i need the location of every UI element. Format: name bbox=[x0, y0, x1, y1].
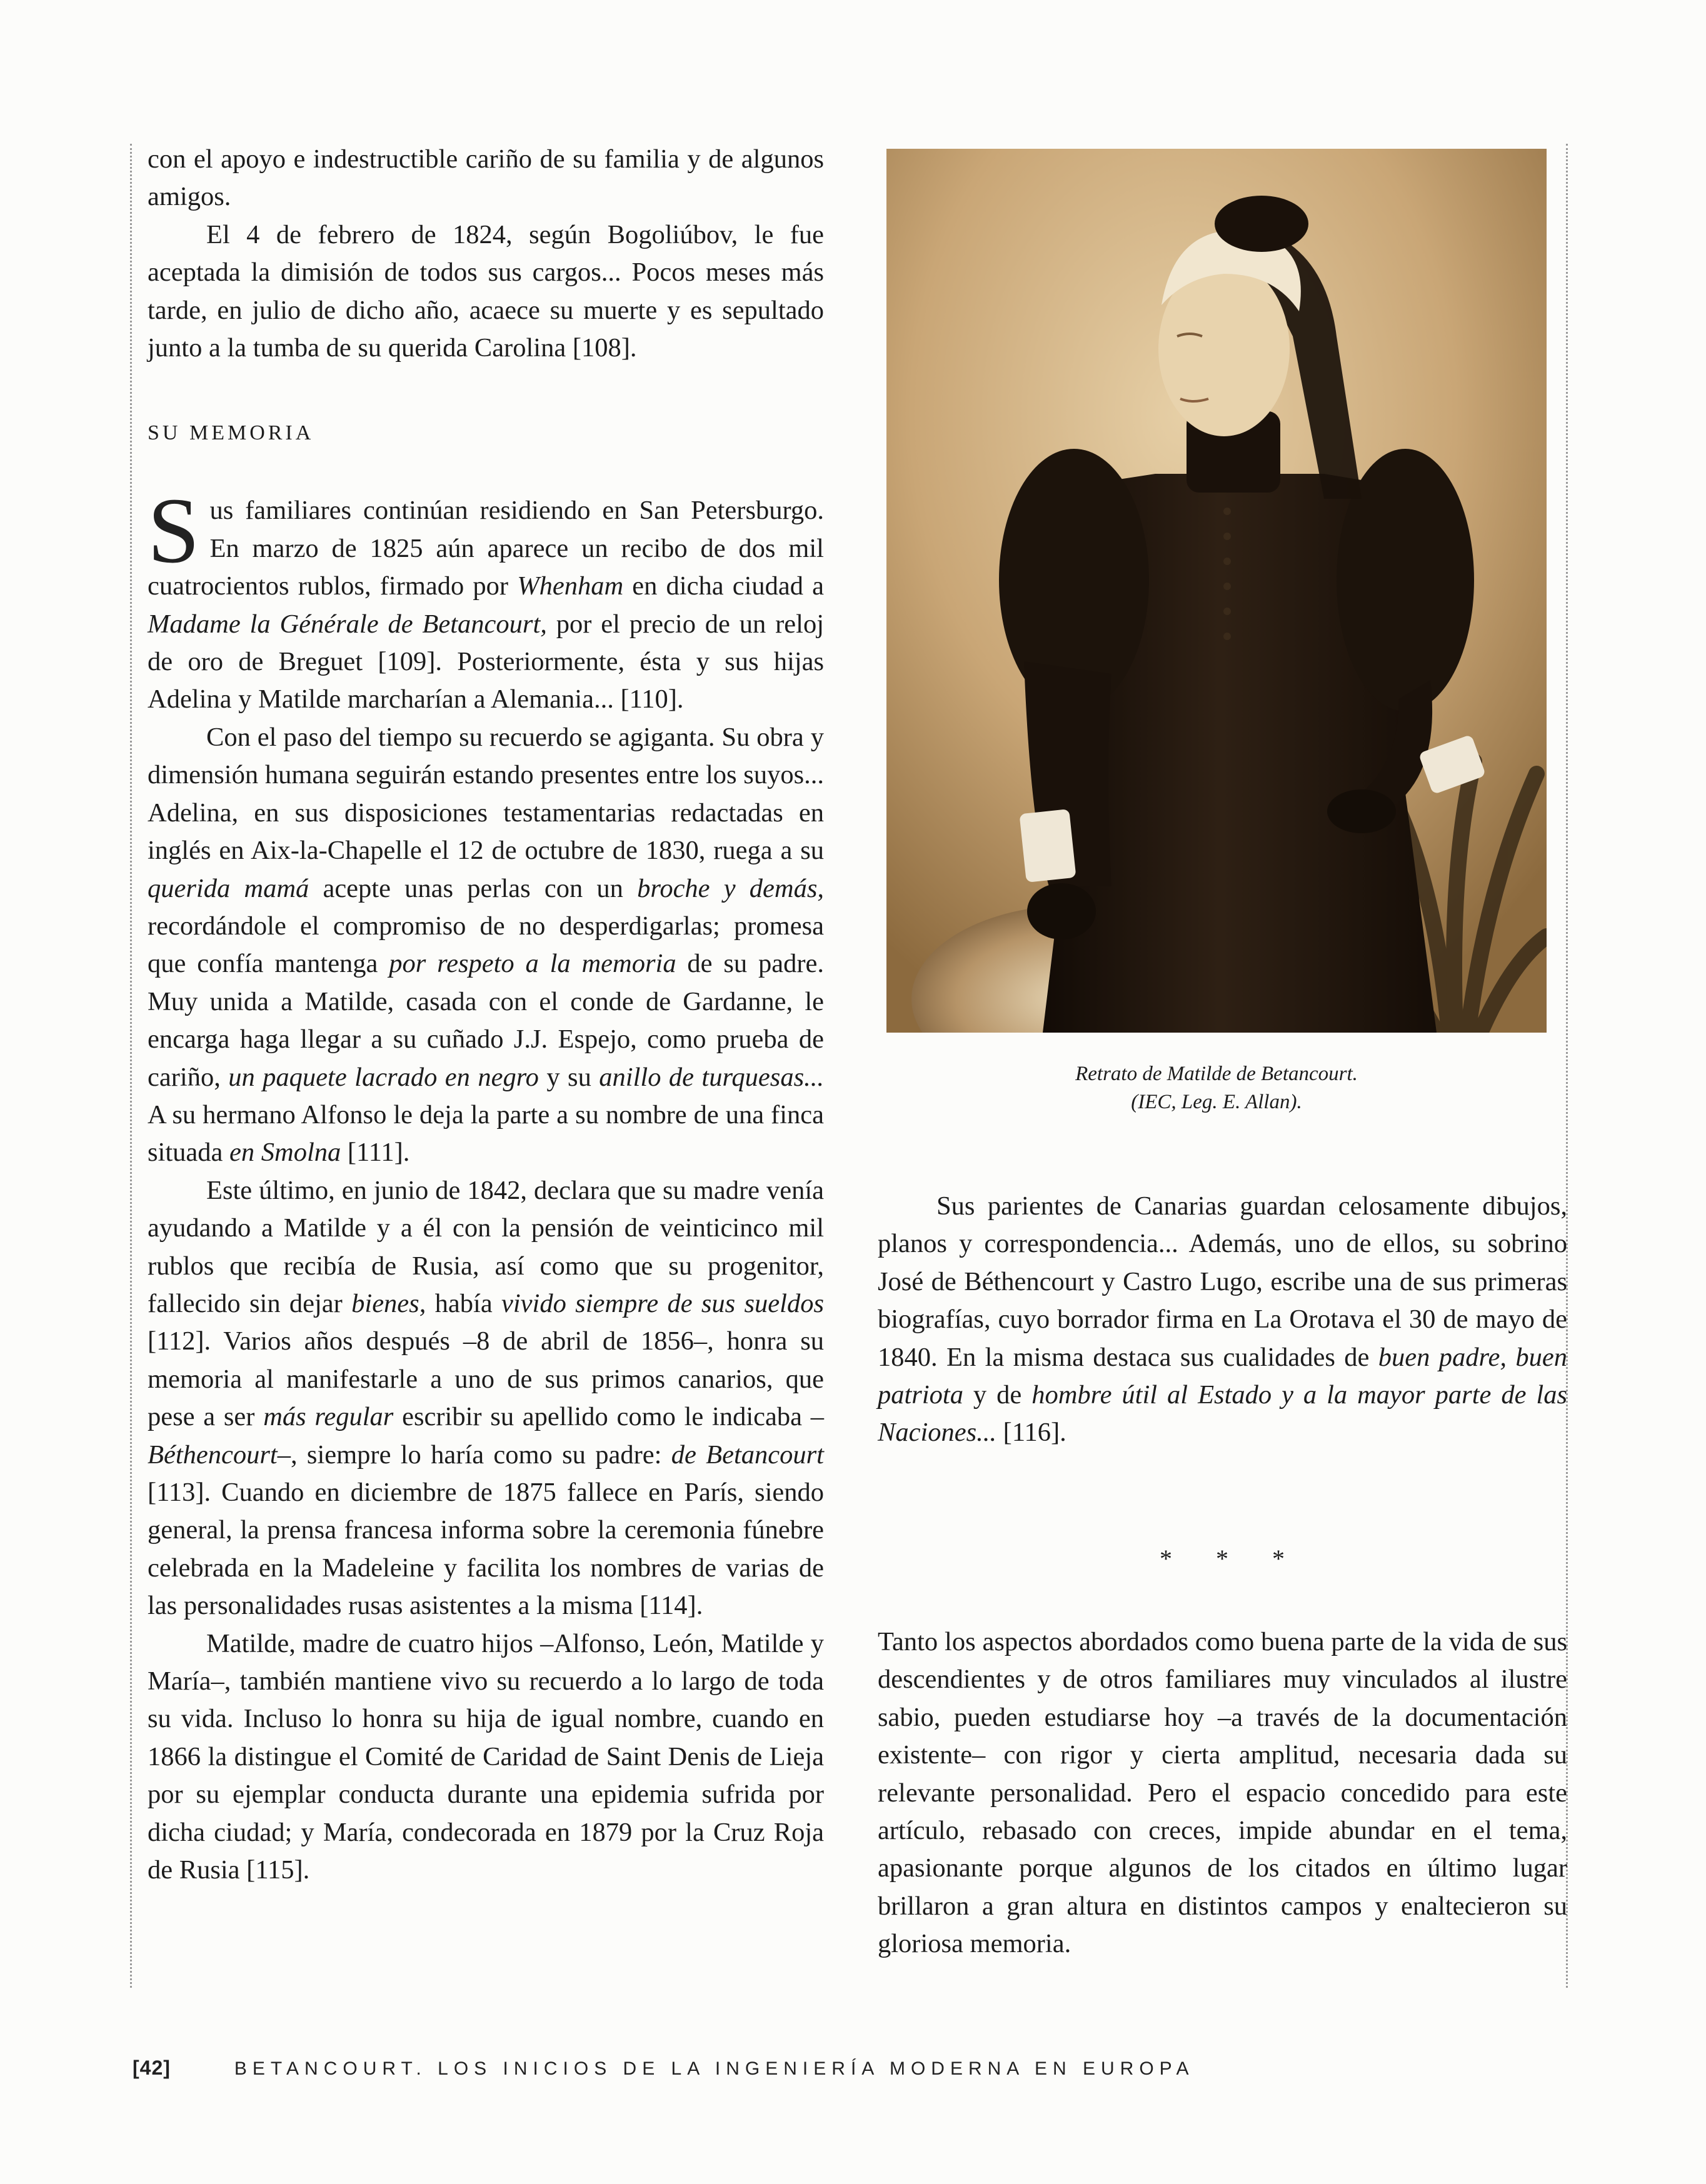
left-column bbox=[148, 141, 824, 1889]
paragraph: Sus parientes de Canarias guardan celosamente dibujos, planos y correspondencia... Además, uno de ellos, su sobrino José de Béthencourt y Castro Lugo, escribe una de sus primeras biografías, cuyo borrador firma en La Orotava el 30 de mayo de 1840. En la misma destaca sus cualidades de buen padre, buen patriota y de hombre útil al Estado y a la mayor parte de las Naciones... [116]. bbox=[878, 1191, 1567, 1448]
paragraph: Con el paso del tiempo su recuerdo se agiganta. Su obra y dimensión humana seguirán estando presentes entre los suyos... Adelina, en sus disposiciones testamentarias redactadas en inglés en Aix-la-Chapelle el 12 de octubre de 1830, ruega a su querida mamá acepte unas perlas con un broche y demás, recordándole el compromiso de no desperdigarlas; promesa que confía mantenga por respeto a la memoria de su padre. Muy unida a Matilde, casada con el conde de Gardanne, le encarga haga llegar a su cuñado J.J. Espejo, como prueba de cariño, un paquete lacrado en negro y su anillo de turquesas... A su hermano Alfonso le deja la parte a su nombre de una finca situada en Smolna [111]. bbox=[148, 722, 825, 1168]
right-column bbox=[878, 1188, 1567, 1452]
paragraph: El 4 de febrero de 1824, según Bogoliúbov, le fue aceptada la dimisión de todos sus cargos... Pocos meses más tarde, en julio de dicho año, acaece su muerte y es sepultado junto a la tumba de su querida Carolina [108]. bbox=[148, 219, 824, 363]
caption-line: Retrato de Matilde de Betancourt. bbox=[1075, 1063, 1358, 1085]
right-column-closing bbox=[878, 1623, 1567, 1963]
left-margin-rule bbox=[130, 144, 132, 1988]
portrait-photo bbox=[886, 149, 1547, 1033]
caption-line: (IEC, Leg. E. Allan). bbox=[1131, 1091, 1302, 1113]
section-heading: SU MEMORIA bbox=[148, 421, 314, 445]
paragraph: Sus familiares continúan residiendo en San Petersburgo. En marzo de 1825 aún aparece un recibo de dos mil cuatrocientos rublos, firmado por Whenham en dicha ciudad a Madame la Générale de Betancourt, por el precio de un reloj de oro de Breguet [109]. Posteriormente, ésta y sus hijas Adelina y Matilde marcharían a Alemania... [110]. bbox=[148, 479, 824, 714]
paragraph: Este último, en junio de 1842, declara que su madre venía ayudando a Matilde y a él con la pensión de veinticinco mil rublos que recibía de Rusia, así como que su progenitor, fallecido sin dejar bienes, había vivido siempre de sus sueldos [112]. Varios años después –8 de abril de 1856–, honra su memoria al manifestarle a uno de sus primos canarios, que pese a ser más regular escribir su apellido como le indicaba –Béthencourt–, siempre lo haría como su padre: de Betancourt [113]. Cuando en diciembre de 1875 fallece en París, siendo general, la prensa francesa informa sobre la ceremonia fúnebre celebrada en la Madeleine y facilita los nombres de varias de las personalidades rusas asistentes a la misma [114]. bbox=[148, 1175, 825, 1621]
figure-caption bbox=[886, 1060, 1547, 1116]
drop-cap: S bbox=[148, 479, 200, 583]
page-number: [42] bbox=[133, 2056, 171, 2079]
section-separator: * * * bbox=[1160, 1545, 1303, 1573]
portrait-illustration bbox=[886, 149, 1547, 1033]
paragraph: Tanto los aspectos abordados como buena parte de la vida de sus descendientes y de otros familiares muy vinculados al ilustre sabio, pueden estudiarse hoy –a través de la documentación existente– con rigor y cierta amplitud, necesaria dada su relevante personalidad. Pero el espacio concedido para este artículo, rebasado con creces, impide abundar en el tema, apasionante porque algunos de los citados en último lugar brillaron a gran altura en distintos campos y enaltecieron su gloriosa memoria. bbox=[878, 1627, 1567, 1959]
paragraph: Matilde, madre de cuatro hijos –Alfonso, León, Matilde y María–, también mantiene vivo su recuerdo a lo largo de toda su vida. Incluso lo honra su hija de igual nombre, cuando en 1866 la distingue el Comité de Caridad de Saint Denis de Lieja por su ejemplar conducta durante una epidemia sufrida por dicha ciudad; y María, condecorada en 1879 por la Cruz Roja de Rusia [115]. bbox=[148, 1628, 824, 1885]
running-title: BETANCOURT. LOS INICIOS DE LA INGENIERÍA MODERNA EN EUROPA bbox=[234, 2058, 1195, 2079]
paragraph: con el apoyo e indestructible cariño de su familia y de algunos amigos. bbox=[148, 144, 824, 212]
page-footer bbox=[133, 2056, 1194, 2080]
